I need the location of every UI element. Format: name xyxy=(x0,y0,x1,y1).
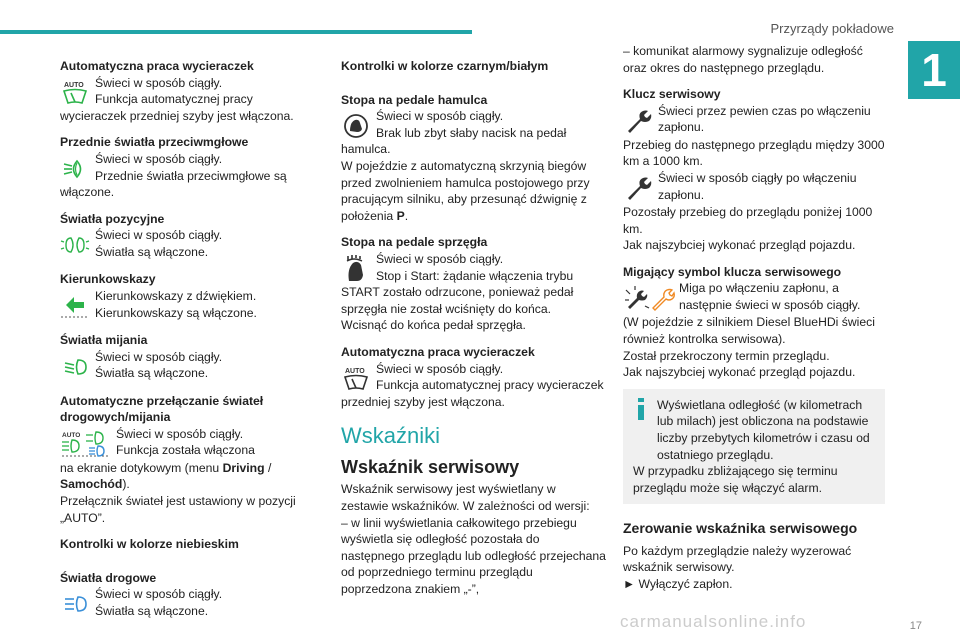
gear-position-p: P xyxy=(396,208,405,223)
watermark: carmanualsonline.info xyxy=(620,612,807,631)
front-fog-line-2: Przednie światła przeciwmgłowe są włączone. xyxy=(60,168,287,200)
service-key-line-1: Świeci przez pewien czas po włączeniu zapłonu. xyxy=(658,103,871,135)
entry-service-key-b xyxy=(623,170,885,204)
auto-lights-line-1: Świeci w sposób ciągły. xyxy=(116,426,244,441)
column-3 xyxy=(623,44,885,593)
main-beam-line-2: Światła są włączone. xyxy=(95,603,209,618)
auto-lights-menu-sep: / xyxy=(264,460,272,475)
section-title-service-indicator: Wskaźnik serwisowy xyxy=(341,456,520,477)
wrench-icon xyxy=(623,107,653,135)
flashing-key-line-2: (W pojeździe z silnikiem Diesel BlueHDi świeci również kontrolka serwisowa). xyxy=(623,315,875,346)
entry-clutch-foot xyxy=(341,251,606,317)
heading-bw-lights: Kontrolki w kolorze czarnym/białym xyxy=(341,59,549,73)
header-accent-bar xyxy=(0,30,472,34)
icon-auto-text: AUTO xyxy=(64,81,84,89)
position-line-1: Świeci w sposób ciągły. xyxy=(95,228,223,243)
heading-blue-lights: Kontrolki w kolorze niebieskim xyxy=(60,537,239,552)
flashing-key-line-3: Został przekroczony termin przeglądu. xyxy=(623,348,830,363)
position-line-2: Światła są włączone. xyxy=(95,244,209,259)
turn-signal-icon xyxy=(60,292,90,320)
entry-auto-lights xyxy=(60,426,322,460)
clutch-line-3: Wcisnąć do końca pedał sprzęgła. xyxy=(341,318,526,333)
main-beam-line-1: Świeci w sposób ciągły. xyxy=(95,587,223,602)
reset-paragraph-2: ► Wyłączyć zapłon. xyxy=(623,577,733,592)
chapter-tab: 1 xyxy=(908,41,960,99)
heading-position-lights: Światła pozycyjne xyxy=(60,211,165,226)
auto-wipers-line-1: Świeci w sposób ciągły. xyxy=(95,75,223,90)
icon-auto-lights-text: AUTO xyxy=(62,431,81,439)
dipped-beam-icon xyxy=(60,353,90,381)
clutch-line-1: Świeci w sposób ciągły. xyxy=(376,251,504,266)
brake-line-3-end: . xyxy=(404,208,409,223)
auto-lights-line-4: Przełącznik świateł jest ustawiony w pozycji „AUTO”. xyxy=(60,493,296,525)
clutch-line-2: Stop i Start: żądanie włączenia trybu START zostało odrzucone, ponieważ pedał sprzęgła nie został wciśnięty do końca. xyxy=(341,268,574,316)
heading-service-key: Klucz serwisowy xyxy=(623,87,721,102)
wrench-icon xyxy=(623,174,653,202)
service-key-line-4: Pozostały przebieg do przeglądu poniżej 1000 km. xyxy=(623,204,873,236)
column-2 xyxy=(341,55,606,598)
heading-auto-wipers: Automatyczna praca wycieraczek xyxy=(60,59,254,73)
note-paragraph-2: W przypadku zbliżającego się terminu przeglądu może się włączyć alarm. xyxy=(633,464,838,495)
auto-wipers-2-line-1: Świeci w sposób ciągły. xyxy=(376,361,504,376)
page-number: 17 xyxy=(909,620,922,632)
section-title-indicators: Wskaźniki xyxy=(341,423,441,449)
note-paragraph-1: Wyświetlana odległość (w kilometrach lub milach) jest obliczona na podstawie liczby przebytych kilometrów i czasu od ostatniego przeglądu. xyxy=(657,397,870,462)
service-key-line-2: Przebieg do następnego przeglądu między 3000 km a 1000 km. xyxy=(623,137,885,169)
heading-main-beam: Światła drogowe xyxy=(60,570,157,585)
heading-indicators: Kierunkowskazy xyxy=(60,272,156,287)
entry-flashing-key xyxy=(623,280,885,314)
dipped-line-1: Świeci w sposób ciągły. xyxy=(95,349,223,364)
entry-service-key-a xyxy=(623,103,885,137)
icon-auto-text-2: AUTO xyxy=(345,367,365,375)
brake-line-3 xyxy=(341,158,606,224)
auto-lights-line-3 xyxy=(60,460,322,493)
info-note xyxy=(623,389,885,505)
foot-on-clutch-icon xyxy=(341,255,371,283)
brake-line-2: Brak lub zbyt słaby nacisk na pedał hamulca. xyxy=(341,125,567,157)
heading-clutch-foot: Stopa na pedale sprzęgła xyxy=(341,235,488,250)
indicators-line-1: Kierunkowskazy z dźwiękiem. xyxy=(95,288,257,303)
auto-wipers-line-2: Funkcja automatycznej pracy wycieraczek przedniej szyby jest włączona. xyxy=(60,92,294,123)
indicators-line-2: Kierunkowskazy są włączone. xyxy=(95,305,257,320)
brake-line-3-text: W pojeździe z automatyczną skrzynią biegów przed zwolnieniem hamulca postojowego przy pracującym silniku, aby przesunąć dźwignię z położenia xyxy=(341,158,590,223)
auto-lights-line-2: Funkcja została włączona xyxy=(116,443,255,458)
front-fog-line-1: Świeci w sposób ciągły. xyxy=(95,151,223,166)
front-fog-light-icon xyxy=(60,155,90,183)
flashing-wrench-icon xyxy=(623,284,675,312)
entry-main-beam xyxy=(60,586,322,620)
auto-lights-menu-suffix: ). xyxy=(122,477,130,492)
entry-position-lights xyxy=(60,227,322,261)
main-beam-icon xyxy=(60,590,90,618)
entry-brake-foot xyxy=(341,108,606,158)
column-1 xyxy=(60,55,322,620)
entry-front-fog xyxy=(60,151,322,201)
flashing-key-line-4: Jak najszybciej wykonać przegląd pojazdu. xyxy=(623,365,856,380)
auto-high-beam-icon xyxy=(60,430,112,458)
alarm-paragraph: – komunikat alarmowy sygnalizuje odległość oraz okres do następnego przeglądu. xyxy=(623,44,863,75)
foot-on-brake-icon xyxy=(341,112,371,140)
auto-wiper-icon xyxy=(60,79,90,107)
entry-auto-wipers-2 xyxy=(341,361,606,411)
heading-auto-wipers-2: Automatyczna praca wycieraczek xyxy=(341,344,535,359)
service-paragraph-1: Wskaźnik serwisowy jest wyświetlany w zestawie wskaźników. W zależności od wersji: xyxy=(341,482,590,514)
info-icon xyxy=(634,398,648,420)
reset-paragraph-1: Po każdym przeglądzie należy wyzerować wskaźnik serwisowy. xyxy=(623,543,852,575)
auto-lights-menu-prefix: na ekranie dotykowym (menu xyxy=(60,460,223,475)
service-paragraph-2: – w linii wyświetlania całkowitego przebiegu wyświetla się odległość pozostała do następnego przeglądu lub odległość przejechana od poprzedniego terminu przeglądu poprzedzona znakiem „-”, xyxy=(341,515,606,597)
section-title-reset: Zerowanie wskaźnika serwisowego xyxy=(623,520,858,537)
menu-samochod: Samochód xyxy=(60,477,123,492)
heading-dipped-beam: Światła mijania xyxy=(60,332,148,347)
auto-wipers-2-line-2: Funkcja automatycznej pracy wycieraczek przedniej szyby jest włączona. xyxy=(341,378,604,409)
service-key-line-5: Jak najszybciej wykonać przegląd pojazdu. xyxy=(623,238,856,253)
brake-line-1: Świeci w sposób ciągły. xyxy=(376,109,504,124)
page-header-title: Przyrządy pokładowe xyxy=(770,21,894,36)
dipped-line-2: Światła są włączone. xyxy=(95,366,209,381)
entry-dipped-beam xyxy=(60,349,322,383)
entry-auto-wipers xyxy=(60,75,322,125)
heading-flashing-key: Migający symbol klucza serwisowego xyxy=(623,264,842,279)
entry-indicators xyxy=(60,288,322,322)
flashing-key-line-1: Miga po włączeniu zapłonu, a następnie świeci w sposób ciągły. xyxy=(679,281,861,312)
menu-driving: Driving xyxy=(222,460,265,475)
heading-front-fog: Przednie światła przeciwmgłowe xyxy=(60,135,249,150)
heading-brake-foot: Stopa na pedale hamulca xyxy=(341,92,488,107)
auto-wiper-icon xyxy=(341,365,371,393)
service-key-line-3: Świeci w sposób ciągły po włączeniu zapłonu. xyxy=(658,170,857,202)
position-lights-icon xyxy=(60,231,90,259)
heading-auto-lights: Automatyczne przełączanie świateł drogowych/mijania xyxy=(60,393,264,425)
